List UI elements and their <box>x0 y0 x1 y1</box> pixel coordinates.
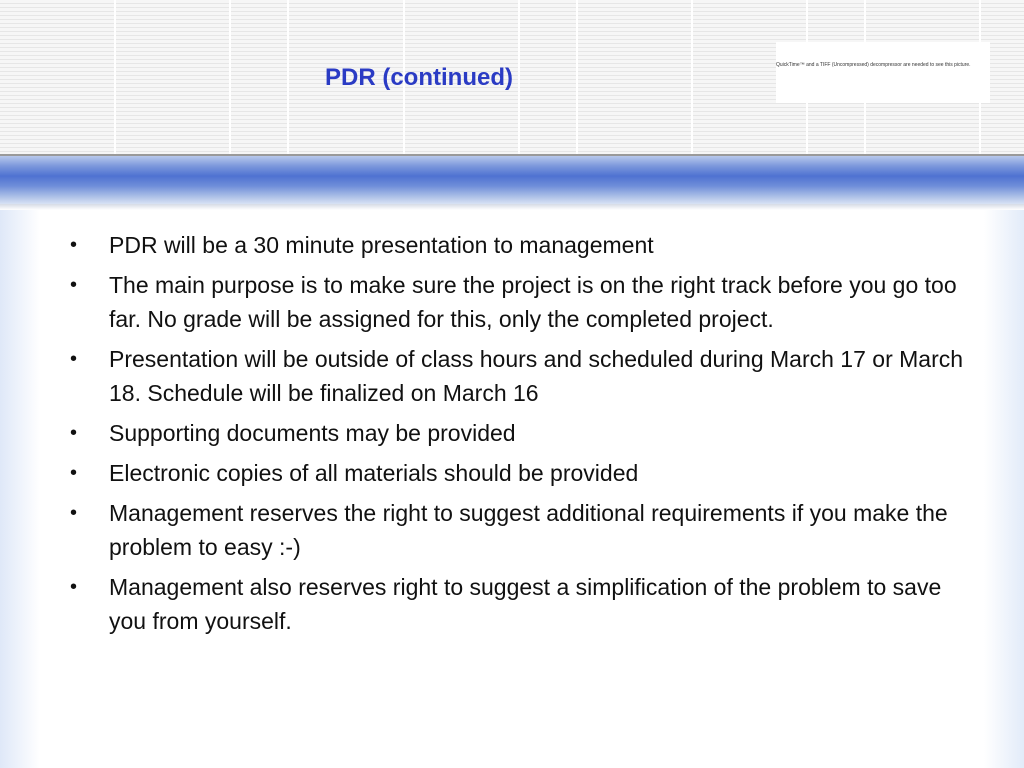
bullet-item <box>68 228 968 262</box>
media-placeholder <box>776 42 990 103</box>
bullet-item <box>68 416 968 450</box>
bullet-icon: • <box>70 576 78 598</box>
bullet-text: PDR will be a 30 minute presentation to management <box>109 232 654 258</box>
bullet-item <box>68 456 968 490</box>
bullet-list <box>68 228 968 638</box>
bullet-icon: • <box>70 502 78 524</box>
bullet-icon: • <box>70 422 78 444</box>
bullet-text: The main purpose is to make sure the project is on the right track before you go too far. No grade will be assigned for this, only the completed project. <box>109 272 957 332</box>
bullet-text: Presentation will be outside of class hours and scheduled during March 17 or March 18. Schedule will be finalized on March 16 <box>109 346 964 406</box>
bullet-icon: • <box>70 462 78 484</box>
bullet-text: Management reserves the right to suggest additional requirements if you make the problem to easy :-) <box>109 500 948 560</box>
bullet-text: Supporting documents may be provided <box>109 420 516 446</box>
bullet-item <box>68 496 968 564</box>
bullet-icon: • <box>70 274 78 296</box>
bullet-icon: • <box>70 234 78 256</box>
bullet-text: Management also reserves right to suggest a simplification of the problem to save you from yourself. <box>109 574 942 634</box>
slide-title: PDR (continued) <box>325 64 513 91</box>
band-shadow <box>0 204 1024 210</box>
bullet-icon: • <box>70 348 78 370</box>
bullet-item <box>68 570 968 638</box>
media-placeholder-text: QuickTime™ and a TIFF (Uncompressed) decompressor are needed to see this picture. <box>776 62 971 68</box>
bullet-text: Electronic copies of all materials should be provided <box>109 460 639 486</box>
bullet-item <box>68 342 968 410</box>
blue-accent-band <box>0 156 1024 204</box>
bullet-item <box>68 268 968 336</box>
slide-content <box>68 228 968 644</box>
